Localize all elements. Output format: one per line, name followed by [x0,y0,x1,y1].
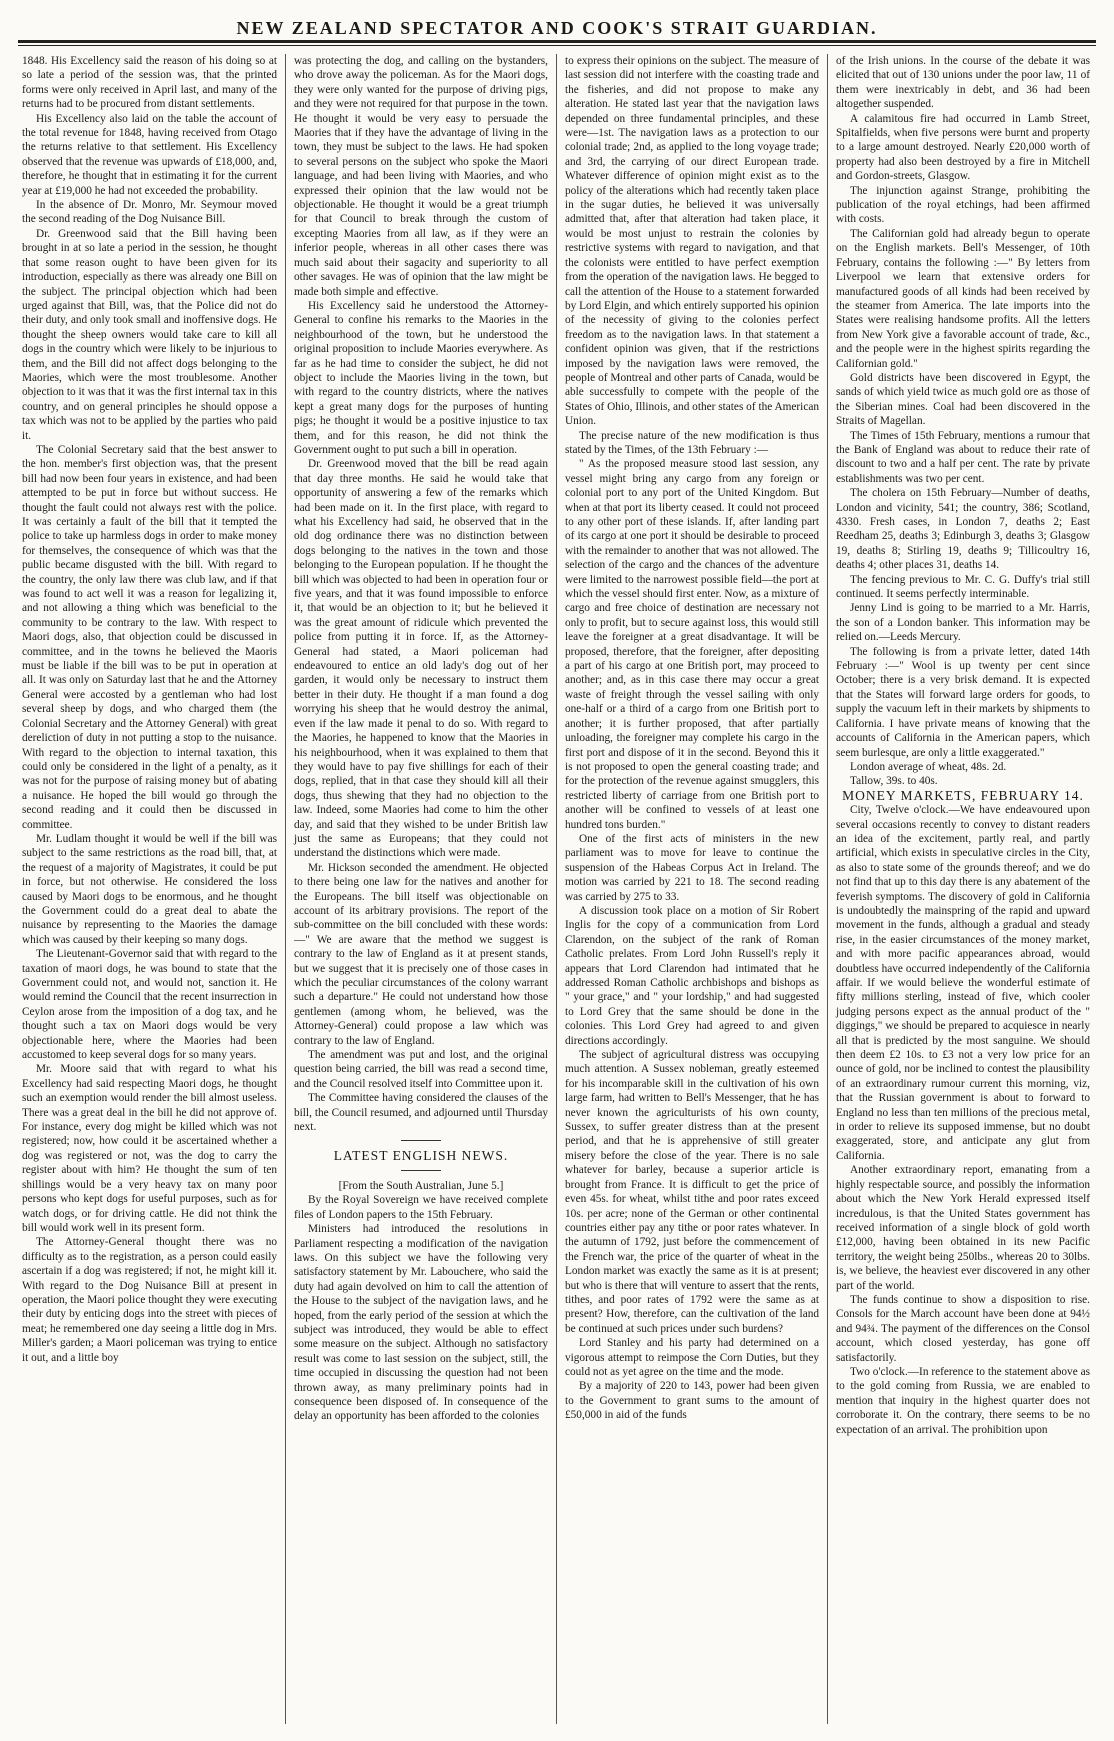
column-2 [285,54,556,1724]
paragraph: The Committee having considered the clauses of the bill, the Council resumed, and adjourned until Thursday next. [294,1092,548,1134]
paragraph: Mr. Hickson seconded the amendment. He objected to there being one law for the natives and another for the Europeans. The bill itself was objectionable on account of its arbitrary provisions. The report of the sub-committee on the bill concluded with these words:—" We are aware that the method we suggest is contrary to the law of England as it at present stands, but we suggest that it is precisely one of those cases in which the peculiar circumstances of the colony warrant such a departure." He could not understand how those gentlemen (among whom, he believed, was the Attorney-General) could propose a law which was contrary to the law of England. [294,861,548,1047]
paragraph: Lord Stanley and his party had determined on a vigorous attempt to reimpose the Corn Duties, but they could not as yet agree on the time and the mode. [565,1337,819,1378]
column-3 [556,54,827,1724]
paragraph: The funds continue to show a disposition to rise. Consols for the March account have been done at 94½ and 94¾. The payment of the differences on the Consol account, which closed yesterday, has gone off satisfactorily. [836,1293,1090,1364]
paragraph: City, Twelve o'clock.—We have endeavoured upon several occasions recently to convey to distant readers an idea of the excitement, partly real, and partly artificial, which exists in speculative circles in the City, as also to state some of the grounds thereof; and we do not find that up to this day there is any abatement of the feverish symptoms. The discovery of gold in California is undoubtedly the mainspring of the rapid and upward movement in the funds, although a gradual and steady rise, in the easier circumstances of the money market, and with more pacific appearances abroad, would doubtless have occurred independently of the California affair. If we would believe the wonderful estimate of fifty millions sterling, instead of five, which cooler judging persons expect as the annual product of the " diggings," we should be prepared to acquiesce in nearly all that is predicted by the most sanguine. We should then deem £2 10s. to £3 not a very low price for an ounce of gold, nor be inclined to contest the plausibility of an extraordinary rumour current this morning, viz, that the Russian government is about to forward to England no less than ten millions of the precious metal, in order to relieve its supposed immense, but no doubt exaggerated, store, and anticipate any glut from California. [836,804,1090,1162]
quote: " As the proposed measure stood last session, any vessel might bring any cargo from any foreign or colonial port to any port of the United Kingdom. But when at that port its liberty ceased. It could not proceed to any other port of these islands. If, after landing part of its cargo at one port it should be desirable to proceed with the remainder to another that was not allowed. The selection of the cargo and the chances of the adventure were limited to the narrowest possible field—the port at which the vessel should first enter. Now, as a mixture of cargo and free choice of destination are necessary not only to profit, but to secure against loss, this would still leave the foreigner at a great disadvantage. It will be proposed, therefore, that the foreigner, after depositing a part of his cargo at one British port, may proceed to another; and, as in this case there may occur a great waste of freight through the vessel sailing with only one-half or a third of a cargo from one British port to another; it is further proposed, that after partially unloading, the foreigner may complete his cargo in the first port and dispose of it in the second. Beyond this it is not proposed to open the general coasting trade; and for the protection of the revenue against smugglers, this restricted liberty of carriage from one British port to another will be confined to vessels of at least one hundred tons burden." [565,458,819,831]
paragraph: Two o'clock.—In reference to the statement above as to the gold coming from Russia, we are enabled to mention that inquiry in the highest quarter does not corroborate it. On the contrary, there seems to be no expectation of an arrival. The prohibition upon [836,1365,1090,1436]
paragraph: Dr. Greenwood said that the Bill having been brought in at so late a period in the session, he thought that some reason ought to have been given for its introduction, especially as there was already one Bill on the subject. The principal objection which had been urged against that Bill, was, that the Police did not do their duty, and only took small and inoffensive dogs. He thought the sheep owners would take care to kill all dogs in the country which were likely to be injurious to them, and the Bill did not affect dogs belonging to the Maories, which were the most troublesome. Another objection to it was that it was the first internal tax in this country, and on general principles he should oppose a tax which was not to be applied by the parties who paid it. [22,227,277,442]
paragraph: The amendment was put and lost, and the original question being carried, the bill was read a second time, and the Council resolved itself into Committee upon it. [294,1049,548,1090]
paragraph: Dr. Greenwood moved that the bill be read again that day three months. He said he would take that opportunity of answering a few of the remarks which had been made on it. In the first place, with regard to what his Excellency had said, he observed that in the old dog ordinance there was no distinction between dogs belonging to the natives in the town and those belonging to the European population. If he thought the bill which was objected to had been in operation four or five years, and that it was found impossible to enforce it, that would be an objection to it; but he believed it was the great amount of ridicule which prevented the police from putting it in force. If, as the Attorney-General had stated, a Maori policeman had endeavoured to entice an old lady's dog out of her garden, it would only be necessary to instruct them better in their duty. He thought if a man found a dog worrying his sheep that he would destroy the animal, even if the law made it penal to do so. With regard to the Maories, he happened to know that the Maories in his neighbourhood, when it was explained to them that they would have to pay five shillings for each of their dogs, replied, that in that case they should kill all their dogs, thus shewing that they had no objection to the law. Indeed, some Maories had come to him the other day, and said that they wished to be under British law just the same as Europeans; that they could not understand the distinctions which were made. [294,458,548,860]
paragraph: 1848. His Excellency said the reason of his doing so at so late a period of the session was, that the printed forms were only received in April last, and many of the returns had to be procured from distant settlements. [22,55,277,111]
columns [14,54,1100,1724]
paragraph: Ministers had introduced the resolutions in Parliament respecting a modification of the navigation laws. On this subject we have the following very satisfactory statement by Mr. Labouchere, who said the duty had again devolved on him to call the attention of the House to the subject of the navigation laws, and he hoped, from the early period of the session at which the subject was introduced, they would be able to effect some measure on the subject. Although no satisfactory result was come to last session on the subject, still, the time occupied in discussing the question had not been thrown away, as many preliminary points had in consequence been disposed of. In consequence of the delay an opportunity has been afforded to the colonies [294,1223,548,1423]
section-headline: MONEY MARKETS, FEBRUARY 14. [842,787,1084,803]
paragraph: to express their opinions on the subject. The measure of last session did not interfere with the coasting trade and the fisheries, and did not propose to make any alteration. He stated last year that the navigation laws depended on three fundamental principles, and these were—1st. The navigation laws as a protection to our colonial trade; 2nd, as applied to the long voyage trade; and 3rd, the carrying of our direct European trade. Whatever difference of opinion might exist as to the policy of the alterations which had recently taken place in the sugar duties, he believed it was universally admitted that, after that alteration had taken place, it would be most unjust to restrain the colonies by restrictive systems with regard to navigation, and that the colonists were entitled to have perfect exemption from the operation of the navigation laws. He begged to call the attention of the House to a statement forwarded by Lord Elgin, and which entirely supported his opinion of the necessity of giving to the colonies perfect freedom as to the navigation laws. In that statement a confident opinion was given, that if the restrictions imposed by the navigation laws were removed, the people of Montreal and other parts of Canada, would be able successfully to compete with the people of the States of Ohio, Illinois, and other states of the American Union. [565,55,819,428]
paragraph: Mr. Moore said that with regard to what his Excellency had said respecting Maori dogs, he thought such an exemption would render the bill almost useless. There was a great deal in the bill he did not approve of. For instance, every dog might be killed which was not registered; now, how could it be ascertained whether a dog was registered or not, was the dog to carry the register about with him? He thought the sum of ten shillings would be a very heavy tax on many poor persons who kept dogs for useful purposes, such as for watch dogs, or for driving cattle. He did not think the bill would work well in its present form. [22,1063,277,1234]
section-divider [401,1170,441,1171]
paragraph: Gold districts have been discovered in Egypt, the sands of which yield twice as much gold ore as those of the Siberian mines. Coal had been discovered in the Straits of Magellan. [836,371,1090,428]
paragraph: Tallow, 39s. to 40s. [850,775,938,788]
paragraph: The Californian gold had already begun to operate on the English markets. Bell's Messenger, of 10th February, contains the following :—" By letters from Liverpool we learn that extensive orders for manufactured goods of all kinds had been received by the steamer from America. The late imports into the States were realising handsome profits. All the letters from New York give a favorable account of trade, &c., and the people were in the highest spirits regarding the Californian gold." [836,227,1090,370]
paragraph: was protecting the dog, and calling on the bystanders, who drove away the policeman. As for the Maori dogs, they were only wanted for the purpose of driving pigs, and they were not required for that purpose in the town. He thought it would be very easy to persuade the Maories that if they have the advantage of living in the town, they must be subject to the laws. He had spoken to several persons on the subject who spoke the Maori language, and had been living with Maories, and who expressed their opinion that the law would not be objectionable. He thought it would be a great triumph for that Council to break through the custom of excepting Maories from all law, as if they were an inferior people, whereas in all other cases there was much said about their sagacity and superiority to all other savages. He was of opinion that the law might be made both simple and effective. [294,55,548,298]
paragraph: The Colonial Secretary said that the best answer to the hon. member's first objection was, that the present bill had now been four years in existence, and had been attempted to be put in force but without success. He thought the fault could not always rest with the police. It was certainly a fault of the bill that it tempted the police to take up harmless dogs in order to make money for themselves, the consequence of which was that the public became disgusted with the bill. With regard to the country, the only law there was club law, and if that was found to act well it was a reason for legalizing it, and not allowing a thing which was beneficial to the community to be contrary to the law. With respect to Maori dogs, also, that objection could be discussed in committee, and in the towns he believed the Maoris must be liable if the bill was to be put in operation at all. It was only on Saturday last that he and the Attorney General were accosted by a gentleman who had lost several sheep by dogs, and who charged them (the Colonial Secretary and the Attorney General) with great dereliction of duty in not putting a stop to the nuisance. With regard to the objection to internal taxation, this could only be considered in the light of a penalty, as it was not for the purpose of raising money but of abating a nuisance. He hoped the bill would go through the second reading and it could then be discussed in committee. [22,443,277,831]
paragraph: Mr. Ludlam thought it would be well if the bill was subject to the same restrictions as the road bill, that, at the request of a majority of Magistrates, it could be put in force, but not otherwise. He considered the loss caused by Maori dogs to be enormous, and he thought the Government could do a great deal to abate the nuisance by representing to the Maories the damage which was caused by their keeping so many dogs. [22,832,277,946]
paragraph: In the absence of Dr. Monro, Mr. Seymour moved the second reading of the Dog Nuisance Bill. [22,199,277,226]
column-4 [827,54,1098,1724]
paragraph: A discussion took place on a motion of Sir Robert Inglis for the copy of a communication from Lord Clarendon, on the subject of the rank of Roman Catholic prelates. From Lord John Russell's reply it appears that Lord Clarendon had intimated that he addressed Roman Catholic archbishops and bishops as " your grace," and " your lordship," and had suggested to Lord Grey that the same should be done in the colonies. This Lord Grey had agreed to and given directions accordingly. [565,904,819,1047]
paragraph: The Attorney-General thought there was no difficulty as to the registration, as a person could easily ascertain if a dog was registered; if not, he might kill it. With regard to the Dog Nuisance Bill at present in operation, the Maori police thought they were executing their duty by enticing dogs into the street with pieces of meat; he remembered one day seeing a little dog in Mrs. Miller's garden; a Maori policeman was trying to entice it out, and a little boy [22,1236,277,1364]
paragraph: The Times of 15th February, mentions a rumour that the Bank of England was about to reduce their rate of discount to two and a half per cent. The rate by private establishments was two per cent. [836,429,1090,485]
section-headline: LATEST ENGLISH NEWS. [333,1148,509,1164]
column-1 [14,54,285,1724]
paragraph: The precise nature of the new modification is thus stated by the Times, of the 13th February :— [565,429,819,456]
paragraph: The injunction against Strange, prohibiting the publication of the royal etchings, had been affirmed with costs. [836,184,1090,226]
section-divider [401,1140,441,1141]
paragraph: His Excellency also laid on the table the account of the total revenue for 1848, having received from Otago the returns relative to that settlement. His Excellency observed that the revenue was upwards of £18,000, and, therefore, he thought that in estimating it for the current year at £19,000 he had not exceeded the probability. [22,112,277,197]
paragraph: The following is from a private letter, dated 14th February :—" Wool is up twenty per cent since October; there is a very brisk demand. It is expected that the States will forward large orders for goods, to supply the vacuum left in their markets by shipments to California. I have private means of knowing that the accounts of California in the American papers, which seem burlesque, are only a little exaggerated." [836,645,1090,759]
masthead: NEW ZEALAND SPECTATOR AND COOK'S STRAIT GUARDIAN. [236,18,878,38]
paragraph: The Lieutenant-Governor said that with regard to the taxation of maori dogs, he was bound to state that the Government could not, and would not, sanction it. He would remind the Council that the recent insurrection in Ceylon arose from the imposition of a dog tax, and he thought such a tax on Maori dogs would be very objectionable here, where the Maories had been accustomed to keep several dogs for so many years. [22,948,277,1062]
masthead-rule [18,40,1096,43]
paragraph: By the Royal Sovereign we have received complete files of London papers to the 15th February. [294,1194,548,1221]
paragraph: The fencing previous to Mr. C. G. Duffy's trial still continued. It seems perfectly interminable. [836,573,1090,601]
paragraph: Another extraordinary report, emanating from a highly respectable source, and possibly the information about which the New York Herald expressed itself incredulous, is that the United States government has received information of a single block of gold worth £12,000, having been obtained in its new Pacific territory, the weight being 250lbs., whereas 20 to 30lbs. is, we believe, the heaviest ever discovered in any other part of the world. [836,1164,1090,1292]
paragraph: The cholera on 15th February—Number of deaths, London and vicinity, 541; the country, 386; Scotland, 4330. Fresh cases, in London 7, deaths 2; East Reedham 25, deaths 3; Edinburgh 3, deaths 3; Glasgow 19, deaths 8; Stirling 19, deaths 9; Tillicoultry 16, deaths 4; other places 31, deaths 14. [836,487,1090,572]
paragraph: of the Irish unions. In the course of the debate it was elicited that out of 130 unions under the poor law, 11 of them were inextricably in debt, and 36 had been altogether suspended. [836,55,1090,111]
source-note: [From the South Australian, June 5.] [338,1179,504,1192]
paragraph: Jenny Lind is going to be married to a Mr. Harris, the son of a London banker. This information may be relied on.—Leeds Mercury. [836,602,1090,644]
paragraph: His Excellency said he understood the Attorney-General to confine his remarks to the Maories in the neighbourhood of the town, but he understood the original proposition to include Maories everywhere. As far as he had time to consider the subject, he did not object to include the Maories living in the town, but with regard to the country districts, where the natives kept a great many dogs for the purposes of hunting pigs; he thought it would be a positive injustice to tax them, and for this reason, he did not think the Government ought to put such a bill in operation. [294,299,548,456]
masthead-rule-thin [18,45,1096,46]
paragraph: The subject of agricultural distress was occupying much attention. A Sussex nobleman, greatly esteemed for his incomparable skill in the cultivation of his own large farm, had written to Bell's Messenger, that he has never known the agriculturists of his own county, Sussex, to suffer greater distress than at the present period, and that he is apprehensive of still greater misery before the close of the year. There is no sale whatever for barley, because a superior article is brought from France. It is difficult to get the price of even 45s. for wheat, whilst tithe and poor rates exceed 10s. per acre; none of the German or other continental countries either pay any tithe or poor rates whatever. In the autumn of 1792, just before the commencement of the French war, the price of the quarter of wheat in the London market was exactly the same as it is at present; but who is there that will venture to assert that the rents, tithes, and poor rates of 1792 were the same as at present? How, therefore, can the cultivation of the land be continued at such prices under such burdens? [565,1049,819,1335]
paragraph: A calamitous fire had occurred in Lamb Street, Spitalfields, when five persons were burnt and property to a large amount destroyed. Nearly £20,000 worth of property had also been destroyed by a fire in Mitchell and Gordon-streets, Glasgow. [836,112,1090,183]
paragraph: One of the first acts of ministers in the new parliament was to move for leave to continue the suspension of the Habeas Corpus Act in Ireland. The motion was carried by 221 to 18. The second reading was carried by 275 to 33. [565,832,819,903]
paragraph: By a majority of 220 to 143, power had been given to the Government to grant sums to the amount of £50,000 in aid of the funds [565,1380,819,1422]
paragraph: London average of wheat, 48s. 2d. [850,760,1007,773]
